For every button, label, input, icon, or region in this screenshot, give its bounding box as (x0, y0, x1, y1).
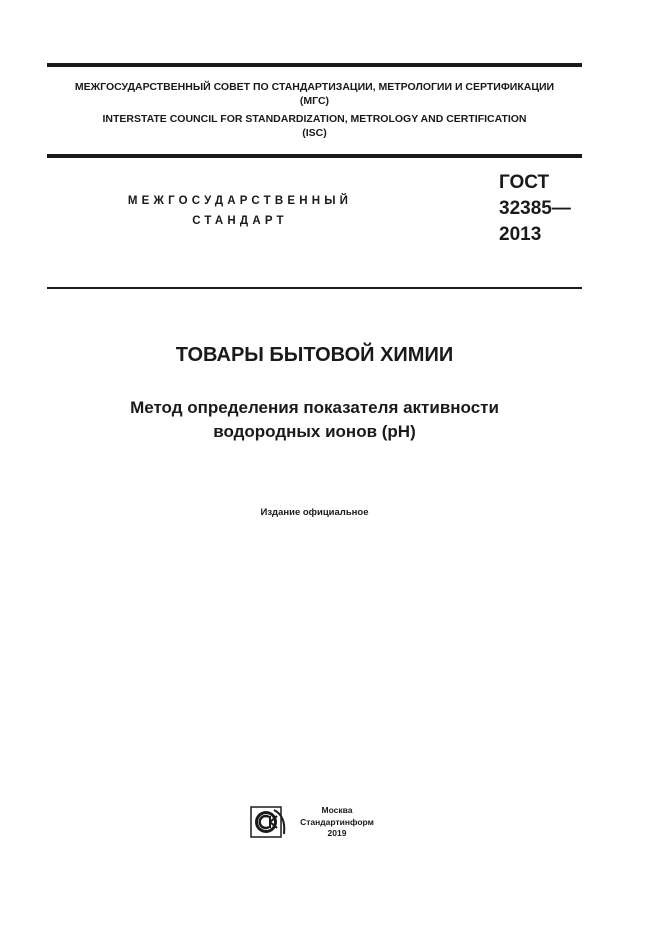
bottom-rule (47, 287, 582, 289)
document-subtitle-line1: Метод определения показателя активности (130, 398, 499, 417)
gost-number: 32385— (499, 198, 571, 219)
council-name-en-line1: INTERSTATE COUNCIL FOR STANDARDIZATION, METROLOGY AND CERTIFICATION (102, 113, 527, 125)
publisher-city: Москва (321, 805, 353, 815)
document-subtitle-line2: водородных ионов (pH) (213, 422, 416, 441)
standartinform-logo-icon (250, 806, 288, 838)
publisher-year: 2019 (327, 828, 347, 838)
top-rule (47, 63, 582, 67)
gost-year: 2013 (499, 224, 542, 245)
publisher-name: Стандартинформ (300, 816, 374, 827)
standard-kind (100, 191, 380, 231)
council-abbr-en: (ISC) (302, 127, 327, 139)
gost-label: ГОСТ (499, 172, 550, 193)
council-abbr-ru: (МГС) (299, 95, 330, 107)
middle-rule (47, 154, 582, 158)
document-title: ТОВАРЫ БЫТОВОЙ ХИМИИ (175, 344, 454, 366)
council-name-ru (47, 80, 582, 108)
document-subtitle (47, 396, 582, 444)
gost-designation (499, 170, 571, 248)
standard-kind-line2: СТАНДАРТ (192, 215, 288, 227)
council-name-ru-line1: МЕЖГОСУДАРСТВЕННЫЙ СОВЕТ ПО СТАНДАРТИЗАЦИИ, МЕТРОЛОГИИ И СЕРТИФИКАЦИИ (74, 81, 555, 93)
standard-kind-line1: МЕЖГОСУДАРСТВЕННЫЙ (127, 195, 353, 207)
edition-note: Издание официальное (260, 507, 369, 518)
council-name-en (47, 112, 582, 140)
publisher-info (294, 805, 380, 840)
